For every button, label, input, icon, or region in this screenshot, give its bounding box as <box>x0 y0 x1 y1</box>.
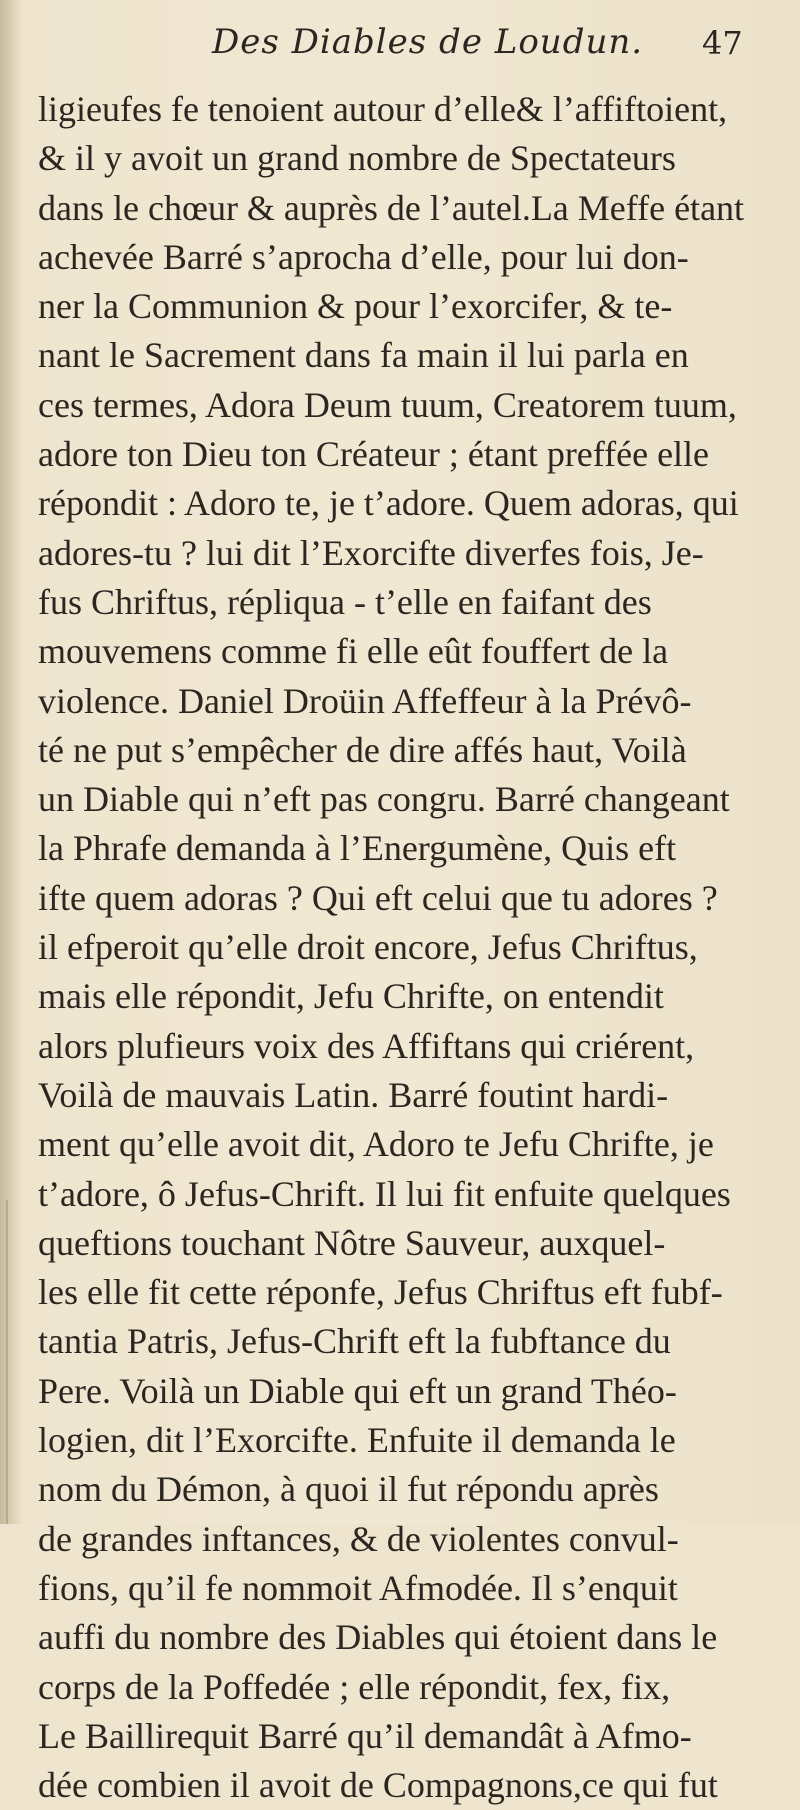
text-line: alors plufieurs voix des Affiftans qui criérent, <box>38 1025 695 1066</box>
text-line: ifte quem adoras ? Qui eft celui que tu adores ? <box>38 877 718 918</box>
text-line: t’adore, ô Jefus-Chrift. Il lui fit enfuite quelques <box>38 1173 731 1214</box>
text-line: nom du Démon, à quoi il fut répondu après <box>38 1469 659 1510</box>
gutter-shadow <box>0 0 22 1524</box>
text-line: queftions touchant Nôtre Sauveur, auxquel- <box>38 1222 666 1263</box>
page-header <box>0 22 800 72</box>
text-line: il efperoit qu’elle droit encore, Jefus Chriftus, <box>38 927 698 968</box>
text-line: corps de la Poffedée ; elle répondit, fex, fix, <box>38 1666 671 1707</box>
text-line: la Phrafe demanda à l’Energumène, Quis eft <box>38 828 677 869</box>
text-line: logien, dit l’Exorcifte. Enfuite il demanda le <box>38 1420 676 1461</box>
text-line: un Diable qui n’eft pas congru. Barré changeant <box>38 779 730 820</box>
text-line: Pere. Voilà un Diable qui eft un grand Théo- <box>38 1370 677 1411</box>
text-line: auffi du nombre des Diables qui étoient dans le <box>38 1617 718 1658</box>
text-line: ment qu’elle avoit dit, Adoro te Jefu Chrifte, je <box>38 1124 714 1165</box>
text-line: répondit : Adoro te, je t’adore. Quem adoras, qui <box>38 483 739 524</box>
text-line: adore ton Dieu ton Créateur ; étant preffée elle <box>38 434 710 475</box>
text-line: & il y avoit un grand nombre de Spectateurs <box>38 138 676 179</box>
text-line: adores-tu ? lui dit l’Exorcifte diverfes fois, Je- <box>38 532 704 573</box>
text-line: nant le Sacrement dans fa main il lui parla en <box>38 335 689 376</box>
body-text <box>38 85 778 1810</box>
page-number: 47 <box>702 24 743 62</box>
text-line: fus Chriftus, répliqua - t’elle en faifant des <box>38 581 652 622</box>
text-line: dans le chœur & auprès de l’autel.La Meffe étant <box>38 187 745 228</box>
text-line: ligieufes fe tenoient autour d’elle& l’affiftoient, <box>38 89 728 129</box>
text-line: tantia Patris, Jefus-Chrift eft la fubftance du <box>38 1321 671 1362</box>
text-line: de grandes inftances, & de violentes convul- <box>38 1518 679 1559</box>
text-line: achevée Barré s’aprocha d’elle, pour lui don- <box>38 236 689 277</box>
text-line: ner la Communion & pour l’exorcifer, & te- <box>38 286 673 327</box>
text-line: Voilà de mauvais Latin. Barré foutint hardi- <box>38 1074 669 1115</box>
text-line: violence. Daniel Droüin Affeffeur à la Prévô- <box>38 680 692 721</box>
text-line: mouvemens comme fi elle eût fouffert de la <box>38 631 669 672</box>
text-line: dée combien il avoit de Compagnons,ce qui fut <box>38 1765 718 1806</box>
text-line: ces termes, Adora Deum tuum, Creatorem tuum, <box>38 384 737 425</box>
text-line: fions, qu’il fe nommoit Afmodée. Il s’enquit <box>38 1567 678 1608</box>
text-line: les elle fit cette réponfe, Jefus Chriftus eft fubf- <box>38 1272 723 1313</box>
running-title: Des Diables de Loudun. <box>212 22 644 62</box>
margin-line <box>6 1200 8 1524</box>
text-line: té ne put s’empêcher de dire affés haut, Voilà <box>38 729 687 770</box>
text-line: mais elle répondit, Jefu Chrifte, on entendit <box>38 976 664 1017</box>
text-line: Le Baillirequit Barré qu’il demandât à Afmo- <box>38 1715 692 1756</box>
